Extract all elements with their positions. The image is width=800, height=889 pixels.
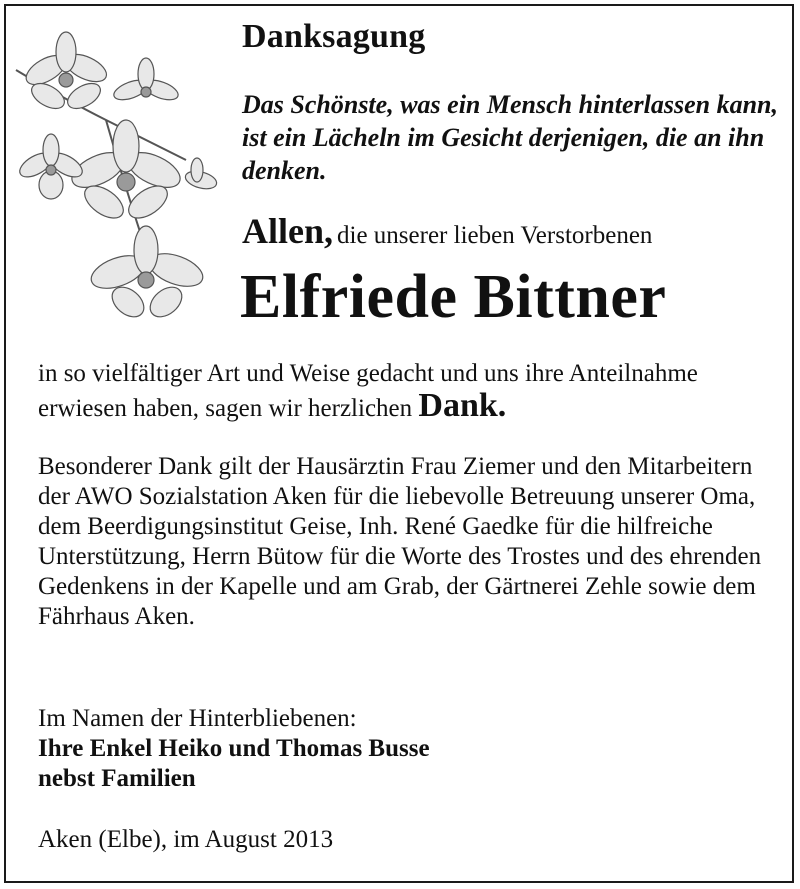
place-and-date: Aken (Elbe), im August 2013	[38, 826, 334, 853]
signature-block	[38, 704, 738, 794]
dedication-bold-word: Allen,	[242, 211, 334, 251]
deceased-name: Elfriede Bittner	[240, 263, 667, 331]
signature-family: nebst Familien	[38, 765, 196, 792]
signature-names: Ihre Enkel Heiko und Thomas Busse	[38, 735, 430, 762]
dedication-line	[242, 210, 652, 252]
signature-intro: Im Namen der Hinterbliebenen:	[38, 705, 357, 732]
heading-title: Danksagung	[242, 18, 426, 55]
orchid-flower-icon	[6, 30, 226, 320]
thanks-word: Dank.	[418, 387, 507, 424]
special-thanks-paragraph: Besonderer Dank gilt der Hausärztin Frau Ziemer und den Mitarbeitern der AWO Sozialstation Aken für die liebevolle Betreuung unserer Oma, dem Beerdigungsinstitut Geise, Inh. René Gaedke für die hilfreiche Unterstützung, Herrn Bütow für die Worte des Trostes und des ehrenden Gedenkens in der Kapelle und am Grab, der Gärtnerei Zehle sowie dem Fährhaus Aken.	[38, 453, 762, 630]
memorial-quote: Das Schönste, was ein Mensch hinterlassen kann, ist ein Lächeln im Gesicht derjenigen, die an ihn denken.	[242, 90, 779, 185]
thanks-text: in so vielfältiger Art und Weise gedacht und uns ihre Anteilnahme erwiesen haben, sagen wir herzlichen	[38, 360, 698, 422]
thanks-paragraph	[38, 358, 778, 425]
dedication-text: die unserer lieben Verstorbenen	[337, 222, 653, 249]
